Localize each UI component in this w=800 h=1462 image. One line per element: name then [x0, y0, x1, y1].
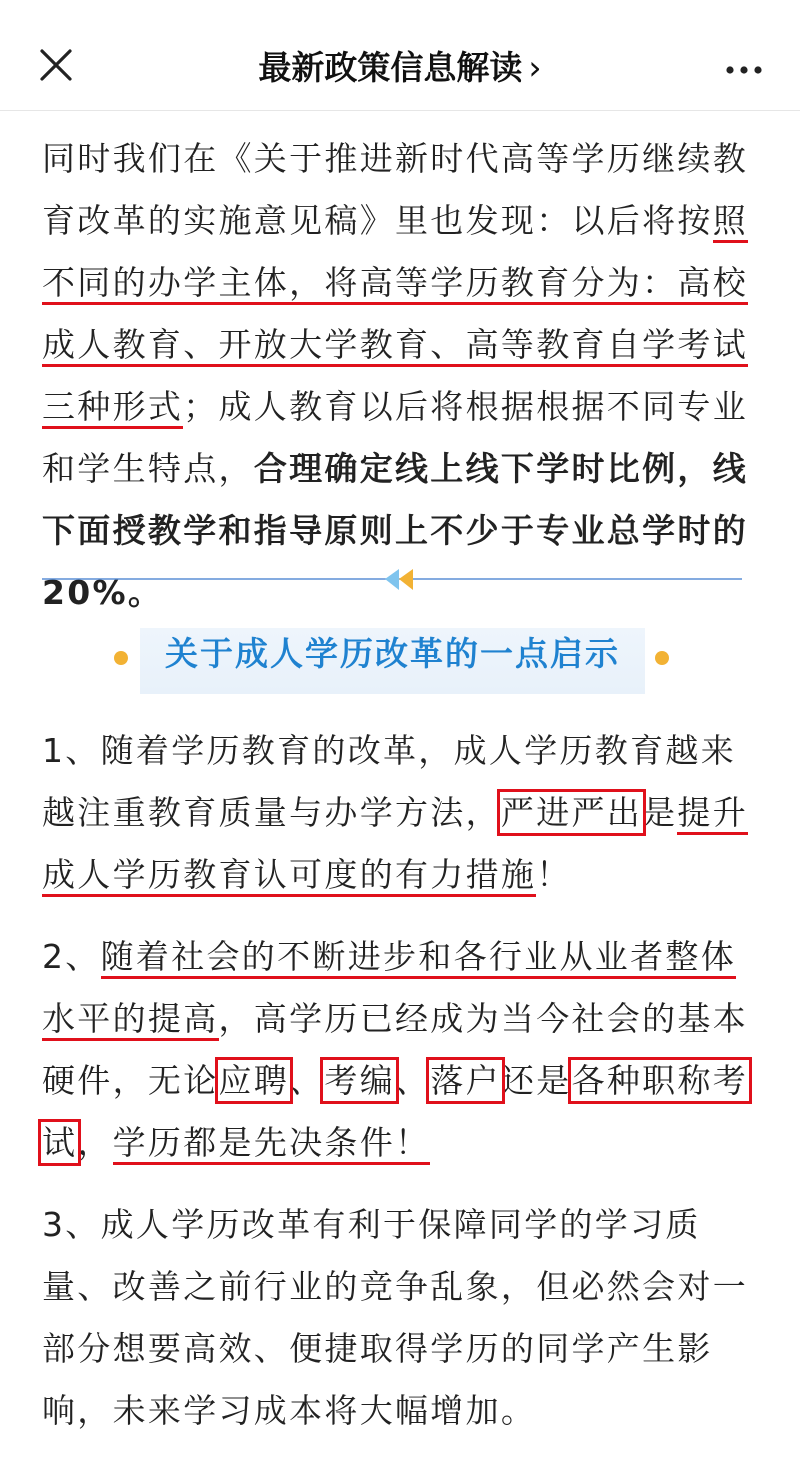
section-dot-left-icon [114, 651, 128, 665]
more-dots-icon[interactable] [724, 60, 764, 80]
item-text: ！ [536, 855, 572, 894]
boxed-highlight: 落户 [430, 1061, 501, 1100]
section-dot-right-icon [655, 651, 669, 665]
item-text: 、 [289, 1061, 325, 1100]
insight-list [42, 720, 762, 1462]
item-text: 、 [395, 1061, 431, 1100]
item-text: ， [77, 1123, 113, 1162]
list-item [42, 926, 762, 1174]
item-text: 是 [642, 793, 678, 832]
underlined-highlight: 随着社会的不断进步和各行业从业者整体水平的提高 [42, 937, 736, 1041]
item-text: 2、 [42, 937, 101, 976]
item-text: 1、随着学历教育的改革，成人学历教育越来越注重教育质量与办学方法， [42, 731, 736, 832]
boxed-highlight: 应聘 [218, 1061, 290, 1100]
intro-bold-text: 合理确定线上线下学时比例，线下面授教学和指导原则上不少于专业总学时的20%。 [42, 449, 749, 612]
page-title-text: 最新政策信息解读 [258, 48, 523, 87]
chevron-right-icon: › [528, 48, 542, 87]
list-item [42, 1194, 762, 1442]
section-header [140, 628, 645, 694]
boxed-highlight: 严进严出 [500, 793, 643, 832]
underlined-highlight: 学历都是先决条件！ [113, 1123, 431, 1165]
intro-paragraph-block [42, 128, 762, 624]
list-item [42, 720, 762, 906]
item-text: 还是 [500, 1061, 572, 1100]
section-title: 关于成人学历改革的一点启示 [165, 634, 620, 673]
section-divider [42, 566, 742, 596]
intro-text-3: ；成人教育以后将根据根据不同专业和学生特点， [42, 387, 749, 488]
underlined-highlight: 提升成人学历教育认可度的有力措施 [42, 793, 748, 897]
page-title[interactable] [0, 0, 800, 130]
top-navigation-bar [0, 0, 800, 111]
boxed-highlight: 考编 [324, 1061, 396, 1100]
intro-text-1: 同时我们在《关于推进新时代高等学历继续教育改革的实施意见稿》里也发现：以后将按 [42, 139, 748, 240]
item-text: ，高学历已经成为当今社会的基本硬件，无论 [42, 999, 748, 1100]
boxed-highlight: 各种职称考试 [42, 1061, 749, 1162]
intro-underlined-text: 照不同的办学主体，将高等学历教育分为：高校成人教育、开放大学教育、高等教育自学考试三种形式 [42, 201, 748, 429]
item-text: 3、成人学历改革有利于保障同学的学习质量、改善之前行业的竞争乱象，但必然会对一部分想要高效、便捷取得学历的同学产生影响，未来学习成本将大幅增加。 [42, 1205, 748, 1430]
intro-paragraph [42, 128, 762, 624]
